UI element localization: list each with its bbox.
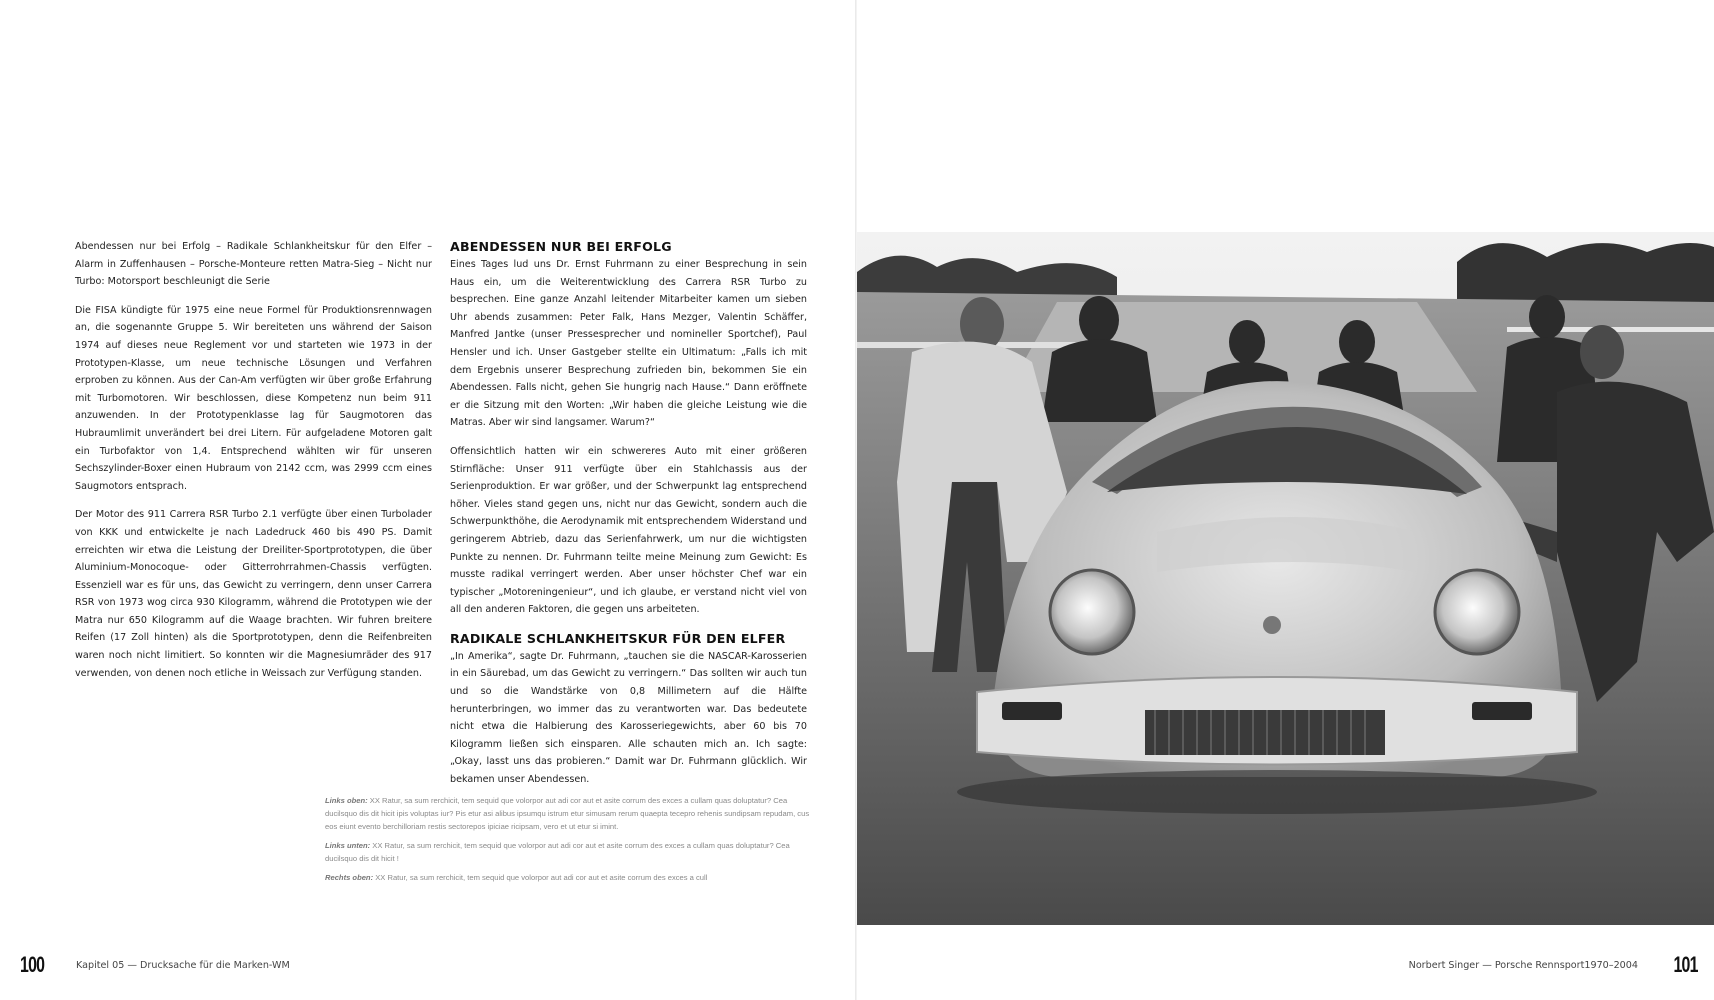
caption-text: XX Ratur, sa sum rerchicit, tem sequid que volorpor aut adi cor aut et asite corrum des exces a cullam quas doluptatur? Cea ducilsquo dis dit hicit !: [325, 841, 790, 863]
paragraph: Die FISA kündigte für 1975 eine neue Formel für Produktionsrennwagen an, die sogenannte Gruppe 5. Wir bereiteten uns während der Saison 1974 auf dieses neue Reglement vor und starteten wie 1973 in der Prototypen-Klasse, um neue technische Lösungen und Verfahren erproben zu können. Aus der Can-Am verfügten wir über große Erfahrung mit Turbomotoren. Wir beschlossen, diese Kompetenz nun beim 911 anzuwenden. In der Prototypenklasse lag für Saugmotoren das Hubraumlimit unverändert bei drei Litern. Für aufgeladene Motoren galt ein Turbofaktor von 1,4. Entsprechend wählten wir für unseren Sechszylinder-Boxer einen Hubraum von 2142 ccm, was 2999 ccm eines Saugmotors entsprach.: [75, 304, 432, 492]
paragraph: Offensichtlich hatten wir ein schwereres Auto mit einer größeren Stirnfläche: Unser 911 verfügte über ein Stahlchassis aus der Serienproduktion. Er war größer, und der Schwerpunkt lag entsprechend höher. Vieles stand gegen uns, nicht nur das Gewicht, sondern auch die Schwerpunkthöhe, die Aerodynamik mit entsprechendem Widerstand und geringerem Abtrieb, dazu das Serienfahrwerk, um nur die wichtigsten Punkte zu nennen. Dr. Fuhrmann teilte meine Meinung zum Gewicht: Es musste radikal verringert werden. Aber unser höchster Chef war ein typischer „Motoreningenieur“, und ich glaube, er verstand nicht viel von all den anderen Faktoren, die gegen uns arbeiteten.: [450, 445, 807, 616]
running-footer: Norbert Singer — Porsche Rennsport1970–2004: [1408, 960, 1638, 971]
left-page: [0, 0, 856, 1000]
column-right: [450, 238, 807, 800]
paragraph: Der Motor des 911 Carrera RSR Turbo 2.1 verfügte über einen Turbolader von KKK und entwickelte je nach Ladedruck 460 bis 490 PS. Damit erreichten wir etwa die Leistung der Dreiliter-Sportprototypen, die über Aluminium-Monocoque- oder Gitterrohrrahmen-Chassis verfügten. Essenziell war es für uns, das Gewicht zu verringern, denn unser Carrera RSR von 1973 wog circa 930 Kilogramm, während die Prototypen wie der Matra nur 650 Kilogramm auf die Waage brachten. Wir fuhren breitere Reifen (17 Zoll hinten) als die Sportprototypen, denn die Reifenbreiten waren noch nicht limitiert. So konnten wir die Magnesiumräder des 917 verwenden, von denen noch etliche in Weissach zur Verfügung standen.: [75, 509, 432, 679]
caption-text: XX Ratur, sa sum rerchicit, tem sequid que volorpor aut adi cor aut et asite corrum des exces a cullam quas doluptatur? Cea ducilsquo dis dit hicit ipis voluptas iur? Pis etur asi alibus ipsumqu istrum etur simusam rerum quaepta tecepro rehenis sundipsam repudam, cus eos eiunt evento berchilloriam restis sectorepos ipiciae ricipsam, vero et ut etur si imint.: [325, 796, 810, 831]
caption-text: XX Ratur, sa sum rerchicit, tem sequid que volorpor aut adi cor aut et asite corrum des exces a cull: [375, 873, 708, 882]
paragraph: „In Amerika“, sagte Dr. Fuhrmann, „tauchen sie die NASCAR-Karosserien in ein Säurebad, um das Gewicht zu verringern.“ Das sollten wir auch tun und so die Wandstärke von 0,8 Millimetern auf die Hälfte herunterbringen, wo immer das zu verantworten war. Das bedeutete nicht etwa die Halbierung des Karosseriegewichts, aber 60 bis 70 Kilogramm ließen sich einsparen. Alle schauten mich an. Ich sagte: „Okay, lasst uns das probieren.“ Damit war Dr. Fuhrmann glücklich. Wir bekamen unser Abendessen.: [450, 650, 807, 786]
photo-captions: [325, 794, 811, 890]
paragraph: Eines Tages lud uns Dr. Ernst Fuhrmann zu einer Besprechung in sein Haus ein, um die Weiterentwicklung des Carrera RSR Turbo zu besprechen. Eine ganze Anzahl leitender Mitarbeiter kamen um sieben Uhr abends zusammen: Peter Falk, Hans Mezger, Valentin Schäffer, Manfred Jantke (unser Pressesprecher und nomineller Sportchef), Paul Hensler und ich. Unser Gastgeber stellte ein Ultimatum: „Falls ich mit dem Ergebnis unserer Besprechung zufrieden bin, bekommen Sie ein Abendessen. Falls nicht, gehen Sie hungrig nach Hause.“ Dann eröffnete er die Sitzung mit den Worten: „Wir haben die gleiche Leistung wie die Matras. Aber wir sind langsamer. Warum?“: [450, 259, 807, 429]
section-heading: ABENDESSEN NUR BEI ERFOLG: [450, 239, 672, 254]
caption-label: Links oben:: [325, 796, 368, 805]
chapter-lead: Abendessen nur bei Erfolg – Radikale Schlankheitskur für den Elfer – Alarm in Zuffenhausen – Porsche-Monteure retten Matra-Sieg – Nicht nur Turbo: Motorsport beschleunigt die Serie: [75, 241, 432, 288]
caption-label: Links unten:: [325, 841, 371, 850]
page-number: 101: [1673, 952, 1698, 977]
caption-label: Rechts oben:: [325, 873, 374, 882]
caption: [325, 794, 811, 833]
running-footer: Kapitel 05 — Drucksache für die Marken-WM: [76, 960, 290, 971]
caption: [325, 839, 811, 865]
section-heading: RADIKALE SCHLANKHEITSKUR FÜR DEN ELFER: [450, 630, 786, 646]
caption: [325, 871, 811, 884]
page-number: 100: [20, 952, 45, 977]
race-car-photo: [857, 232, 1714, 925]
column-left: [75, 238, 432, 693]
